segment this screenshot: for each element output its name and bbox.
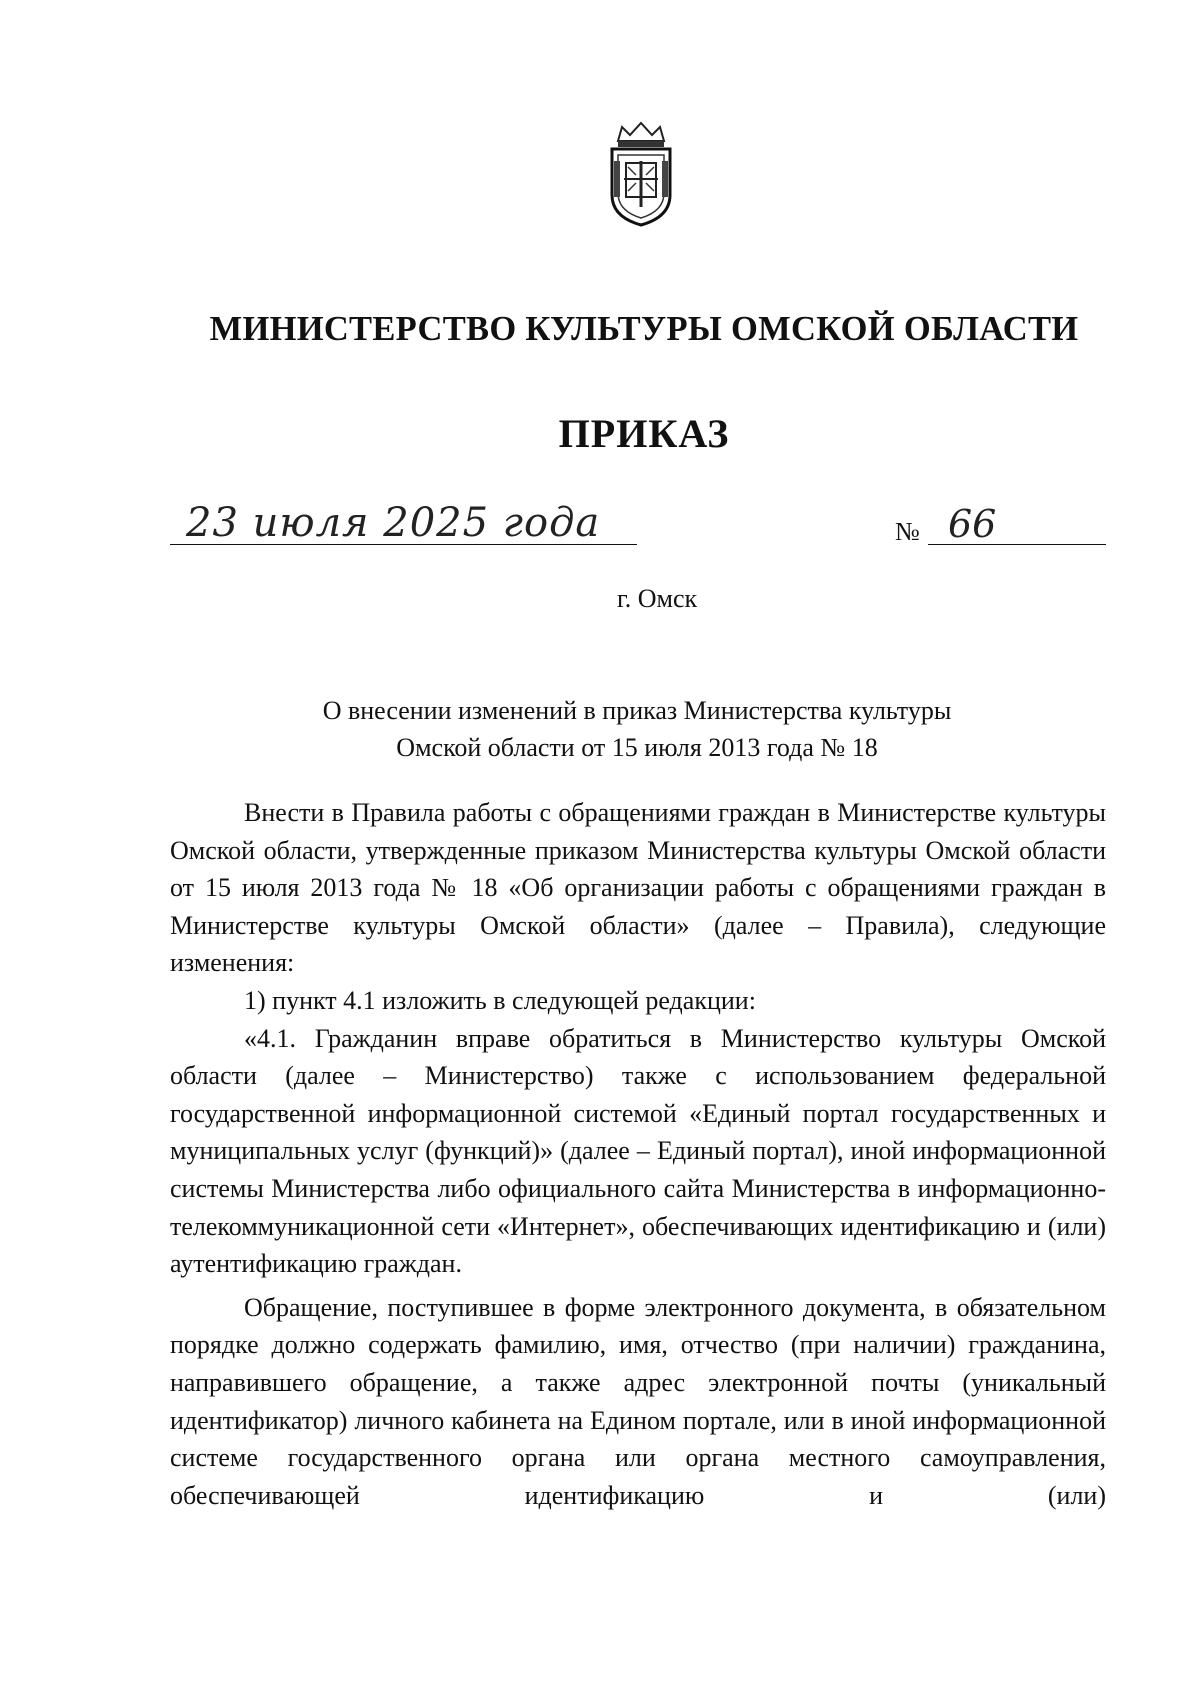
document-type: ПРИКАЗ — [558, 411, 730, 456]
city-name: г. Омск — [617, 584, 698, 613]
ministry-name: МИНИСТЕРСТВО КУЛЬТУРЫ ОМСКОЙ ОБЛАСТИ — [209, 310, 1079, 348]
paragraph-1: Внести в Правила работы с обращениями граждан в Министерстве культуры Омской области, утвержденные приказом Министерства культуры Омской области от 15 июля 2013 года № 18 «Об организации работы с обращениями граждан в Министерстве культуры Омской области» (далее – Правила), следующие изменения: — [170, 798, 1106, 978]
handwritten-number: 66 — [948, 502, 997, 546]
order-title — [170, 692, 1104, 766]
paragraph-4: Обращение, поступившее в форме электронного документа, в обязательном порядке должно содержать фамилию, имя, отчество (при наличии) гражданина, направившего обращение, а также адрес электронной почты (уникальный идентификатор) личного кабинета на Едином портале, или в иной информационной системе государственного органа или органа местного самоуправления, обеспечивающей идентификацию и (или) — [170, 1292, 1106, 1510]
number-underline — [928, 544, 1106, 545]
handwritten-date: 23 июля 2025 года — [186, 500, 601, 546]
order-title-line-2: Омской области от 15 июля 2013 года № 18 — [396, 733, 878, 762]
paragraph-3: «4.1. Гражданин вправе обратиться в Министерство культуры Омской области (далее – Министерство) также с использованием федеральной государственной информационной системой «Единый портал государственных и муниципальных услуг (функций)» (далее – Единый портал), иной информационной системы Министерства либо официального сайта Министерства в информационно-телекоммуникационной сети «Интернет», обеспечивающих идентификацию и (или) аутентификацию граждан. — [170, 1023, 1106, 1279]
paragraph-2: 1) пункт 4.1 изложить в следующей редакции: — [244, 985, 756, 1015]
coat-of-arms-emblem — [598, 121, 684, 229]
number-label: № — [895, 517, 920, 546]
order-title-line-1: О внесении изменений в приказ Министерства культуры — [322, 696, 952, 725]
date-underline — [170, 544, 637, 545]
order-body — [170, 794, 1106, 1514]
